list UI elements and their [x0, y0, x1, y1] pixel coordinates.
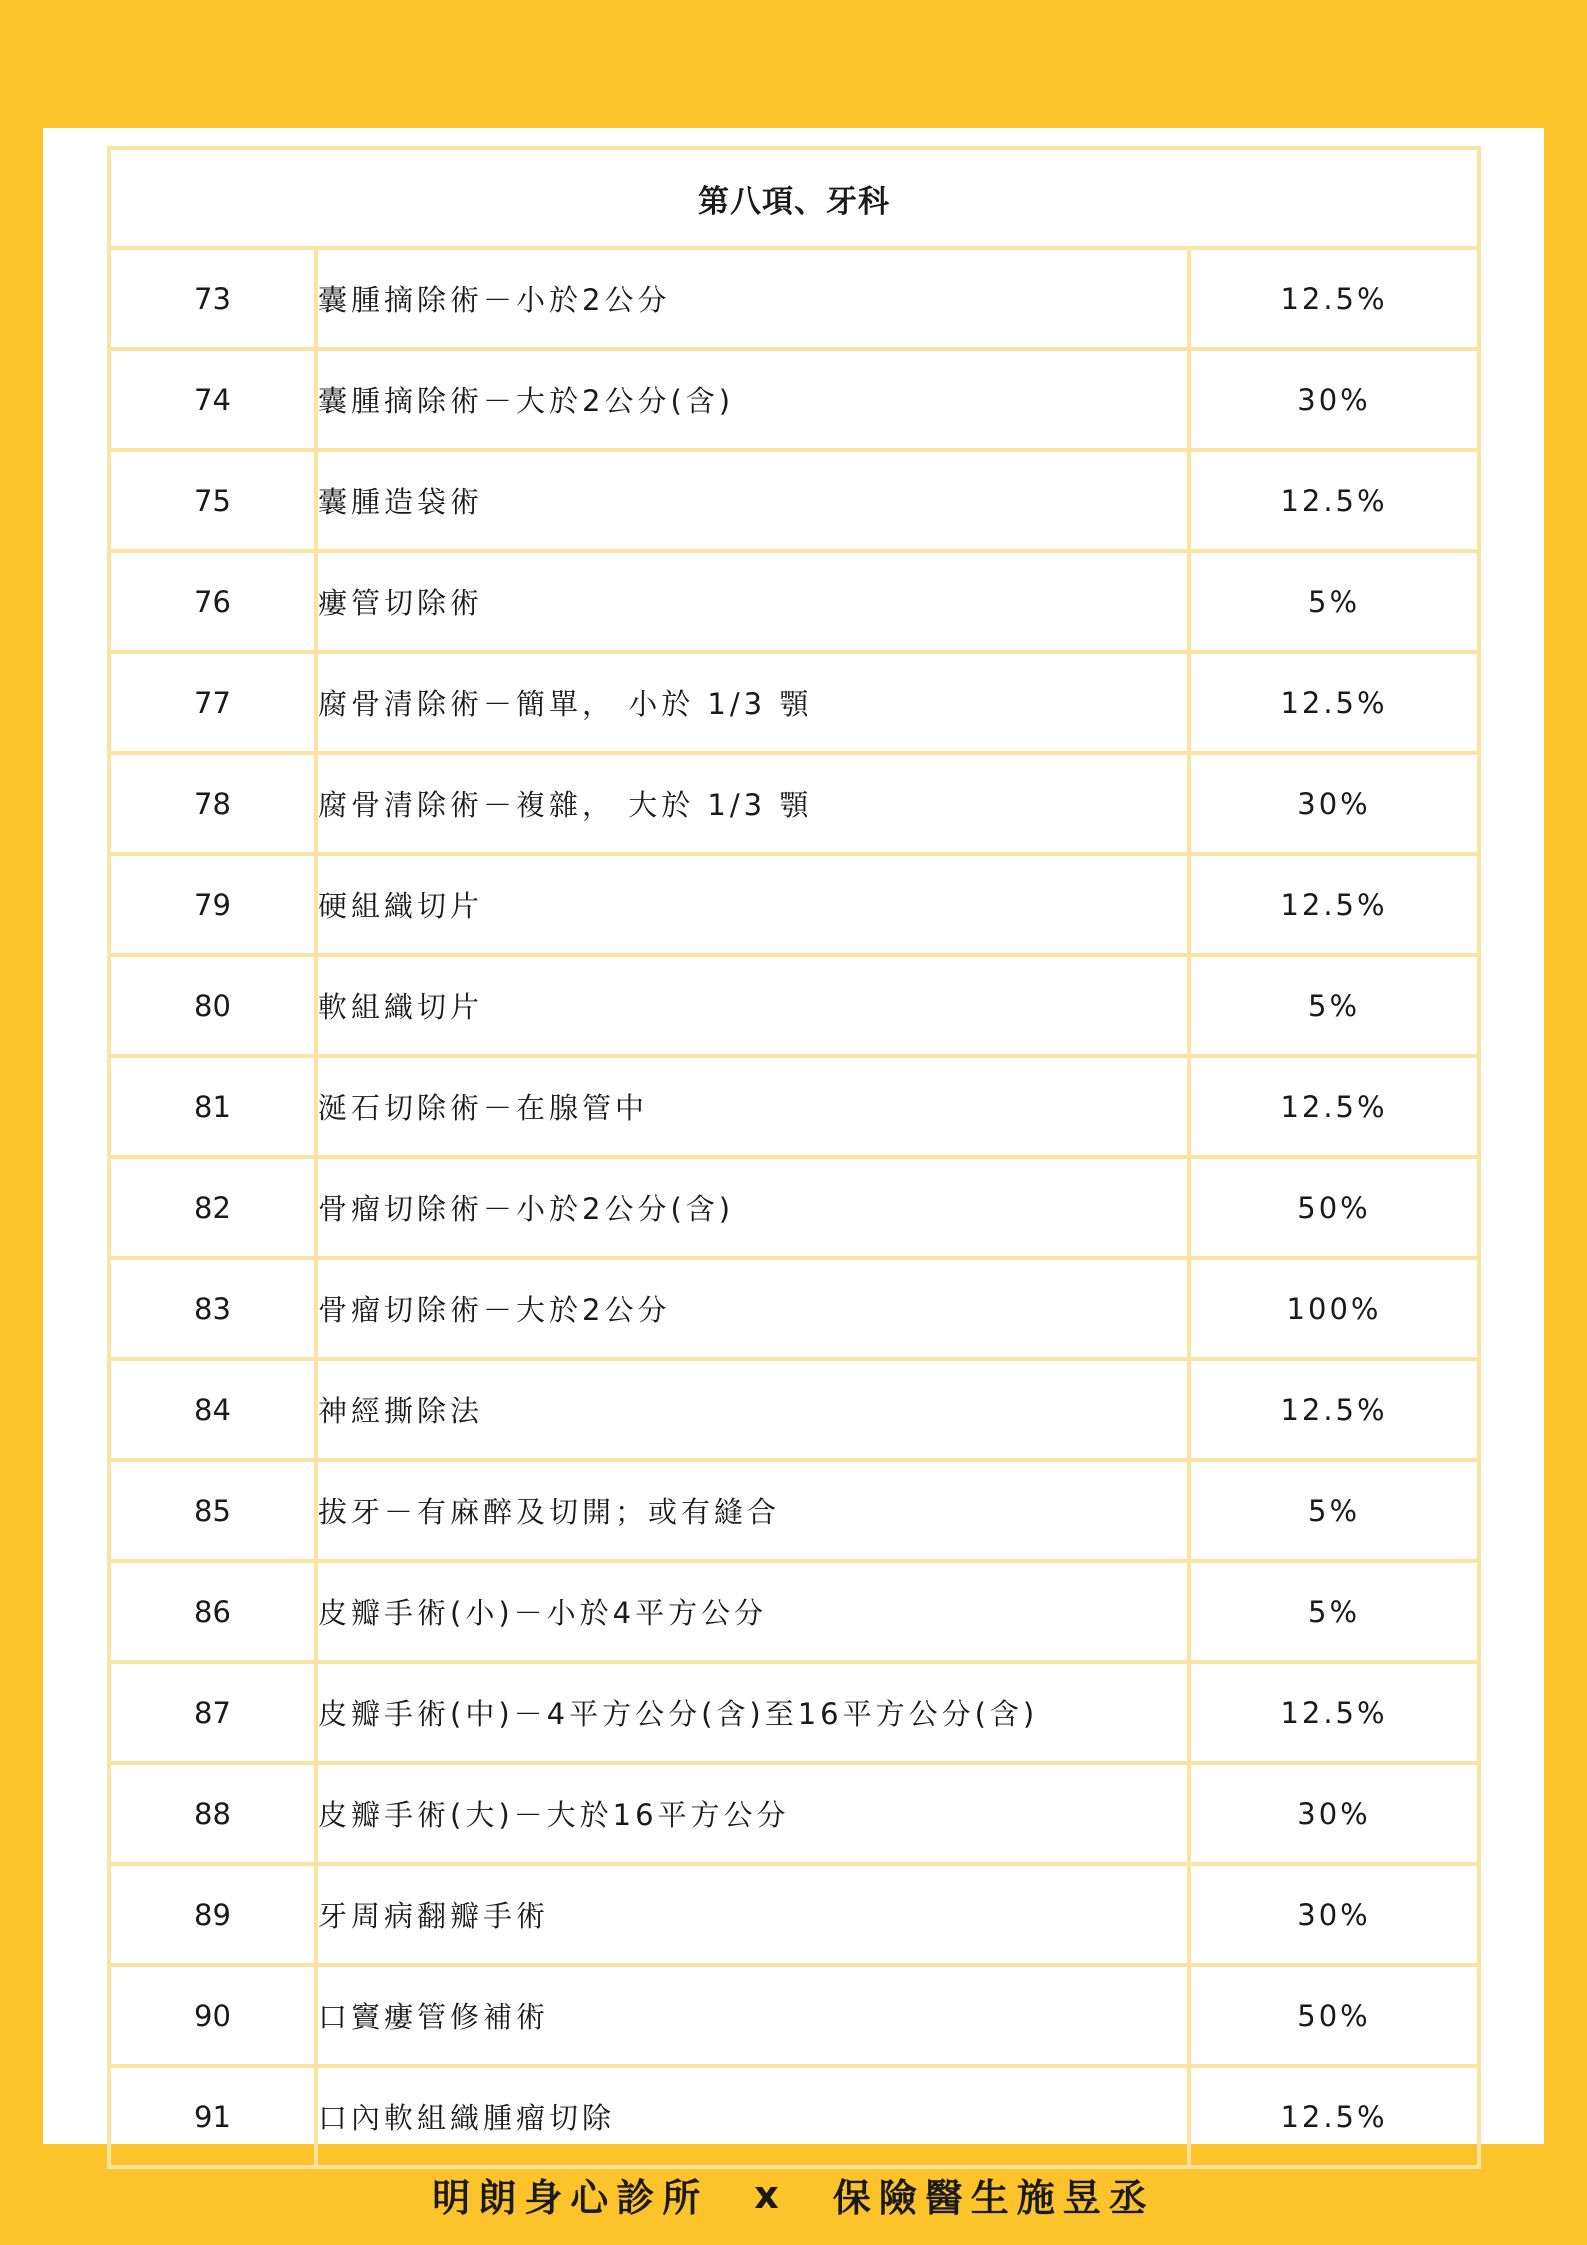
- section-header-row: [109, 148, 1479, 248]
- table-row: [109, 1763, 1479, 1864]
- payout-rate: 12.5%: [1189, 1056, 1479, 1157]
- procedure-name: 腐骨清除術－簡單， 小於 1/3 顎: [316, 652, 1189, 753]
- table-row: [109, 1561, 1479, 1662]
- table-row: [109, 551, 1479, 652]
- procedure-name: 瘻管切除術: [316, 551, 1189, 652]
- table-row: [109, 1662, 1479, 1763]
- payout-rate: 100%: [1189, 1258, 1479, 1359]
- table-row: [109, 349, 1479, 450]
- procedure-name: 囊腫摘除術－小於2公分: [316, 248, 1189, 349]
- payout-rate: 50%: [1189, 1965, 1479, 2066]
- payout-rate: 12.5%: [1189, 1662, 1479, 1763]
- table-row: [109, 1359, 1479, 1460]
- fee-table: [107, 146, 1481, 2169]
- table-row: [109, 955, 1479, 1056]
- row-number: 80: [109, 955, 316, 1056]
- procedure-name: 囊腫造袋術: [316, 450, 1189, 551]
- table-row: [109, 652, 1479, 753]
- row-number: 87: [109, 1662, 316, 1763]
- row-number: 73: [109, 248, 316, 349]
- row-number: 88: [109, 1763, 316, 1864]
- procedure-name: 神經撕除法: [316, 1359, 1189, 1460]
- payout-rate: 12.5%: [1189, 652, 1479, 753]
- table-row: [109, 1864, 1479, 1965]
- procedure-name: 骨瘤切除術－小於2公分(含): [316, 1157, 1189, 1258]
- row-number: 83: [109, 1258, 316, 1359]
- payout-rate: 12.5%: [1189, 450, 1479, 551]
- row-number: 79: [109, 854, 316, 955]
- procedure-name: 硬組織切片: [316, 854, 1189, 955]
- row-number: 89: [109, 1864, 316, 1965]
- procedure-name: 口內軟組織腫瘤切除: [316, 2066, 1189, 2167]
- row-number: 84: [109, 1359, 316, 1460]
- procedure-name: 囊腫摘除術－大於2公分(含): [316, 349, 1189, 450]
- document-sheet: [43, 128, 1544, 2144]
- procedure-name: 骨瘤切除術－大於2公分: [316, 1258, 1189, 1359]
- table-row: [109, 1258, 1479, 1359]
- section-title: 第八項、牙科: [109, 148, 1479, 248]
- row-number: 90: [109, 1965, 316, 2066]
- footer-clinic-name: 明朗身心診所: [432, 2176, 709, 2220]
- payout-rate: 30%: [1189, 349, 1479, 450]
- row-number: 74: [109, 349, 316, 450]
- payout-rate: 12.5%: [1189, 854, 1479, 955]
- table-row: [109, 1056, 1479, 1157]
- table-row: [109, 1157, 1479, 1258]
- procedure-name: 涎石切除術－在腺管中: [316, 1056, 1189, 1157]
- table-row: [109, 1965, 1479, 2066]
- payout-rate: 30%: [1189, 753, 1479, 854]
- table-row: [109, 248, 1479, 349]
- procedure-name: 軟組織切片: [316, 955, 1189, 1056]
- payout-rate: 30%: [1189, 1763, 1479, 1864]
- procedure-name: 口竇瘻管修補術: [316, 1965, 1189, 2066]
- table-body: [109, 248, 1479, 2167]
- procedure-name: 牙周病翻瓣手術: [316, 1864, 1189, 1965]
- procedure-name: 皮瓣手術(中)－4平方公分(含)至16平方公分(含): [316, 1662, 1189, 1763]
- row-number: 76: [109, 551, 316, 652]
- payout-rate: 12.5%: [1189, 2066, 1479, 2167]
- payout-rate: 5%: [1189, 955, 1479, 1056]
- row-number: 81: [109, 1056, 316, 1157]
- procedure-name: 皮瓣手術(大)－大於16平方公分: [316, 1763, 1189, 1864]
- payout-rate: 30%: [1189, 1864, 1479, 1965]
- row-number: 78: [109, 753, 316, 854]
- payout-rate: 5%: [1189, 551, 1479, 652]
- row-number: 82: [109, 1157, 316, 1258]
- row-number: 85: [109, 1460, 316, 1561]
- row-number: 75: [109, 450, 316, 551]
- table-row: [109, 450, 1479, 551]
- payout-rate: 5%: [1189, 1561, 1479, 1662]
- procedure-name: 腐骨清除術－複雜， 大於 1/3 顎: [316, 753, 1189, 854]
- row-number: 77: [109, 652, 316, 753]
- payout-rate: 12.5%: [1189, 248, 1479, 349]
- footer-doctor-name: 保險醫生施昱丞: [832, 2176, 1155, 2220]
- footer-separator: x: [754, 2172, 787, 2217]
- procedure-name: 皮瓣手術(小)－小於4平方公分: [316, 1561, 1189, 1662]
- payout-rate: 5%: [1189, 1460, 1479, 1561]
- row-number: 86: [109, 1561, 316, 1662]
- table-row: [109, 753, 1479, 854]
- payout-rate: 50%: [1189, 1157, 1479, 1258]
- table-row: [109, 854, 1479, 955]
- table-row: [109, 1460, 1479, 1561]
- procedure-name: 拔牙－有麻醉及切開；或有縫合: [316, 1460, 1189, 1561]
- row-number: 91: [109, 2066, 316, 2167]
- payout-rate: 12.5%: [1189, 1359, 1479, 1460]
- footer-banner: [0, 2144, 1587, 2245]
